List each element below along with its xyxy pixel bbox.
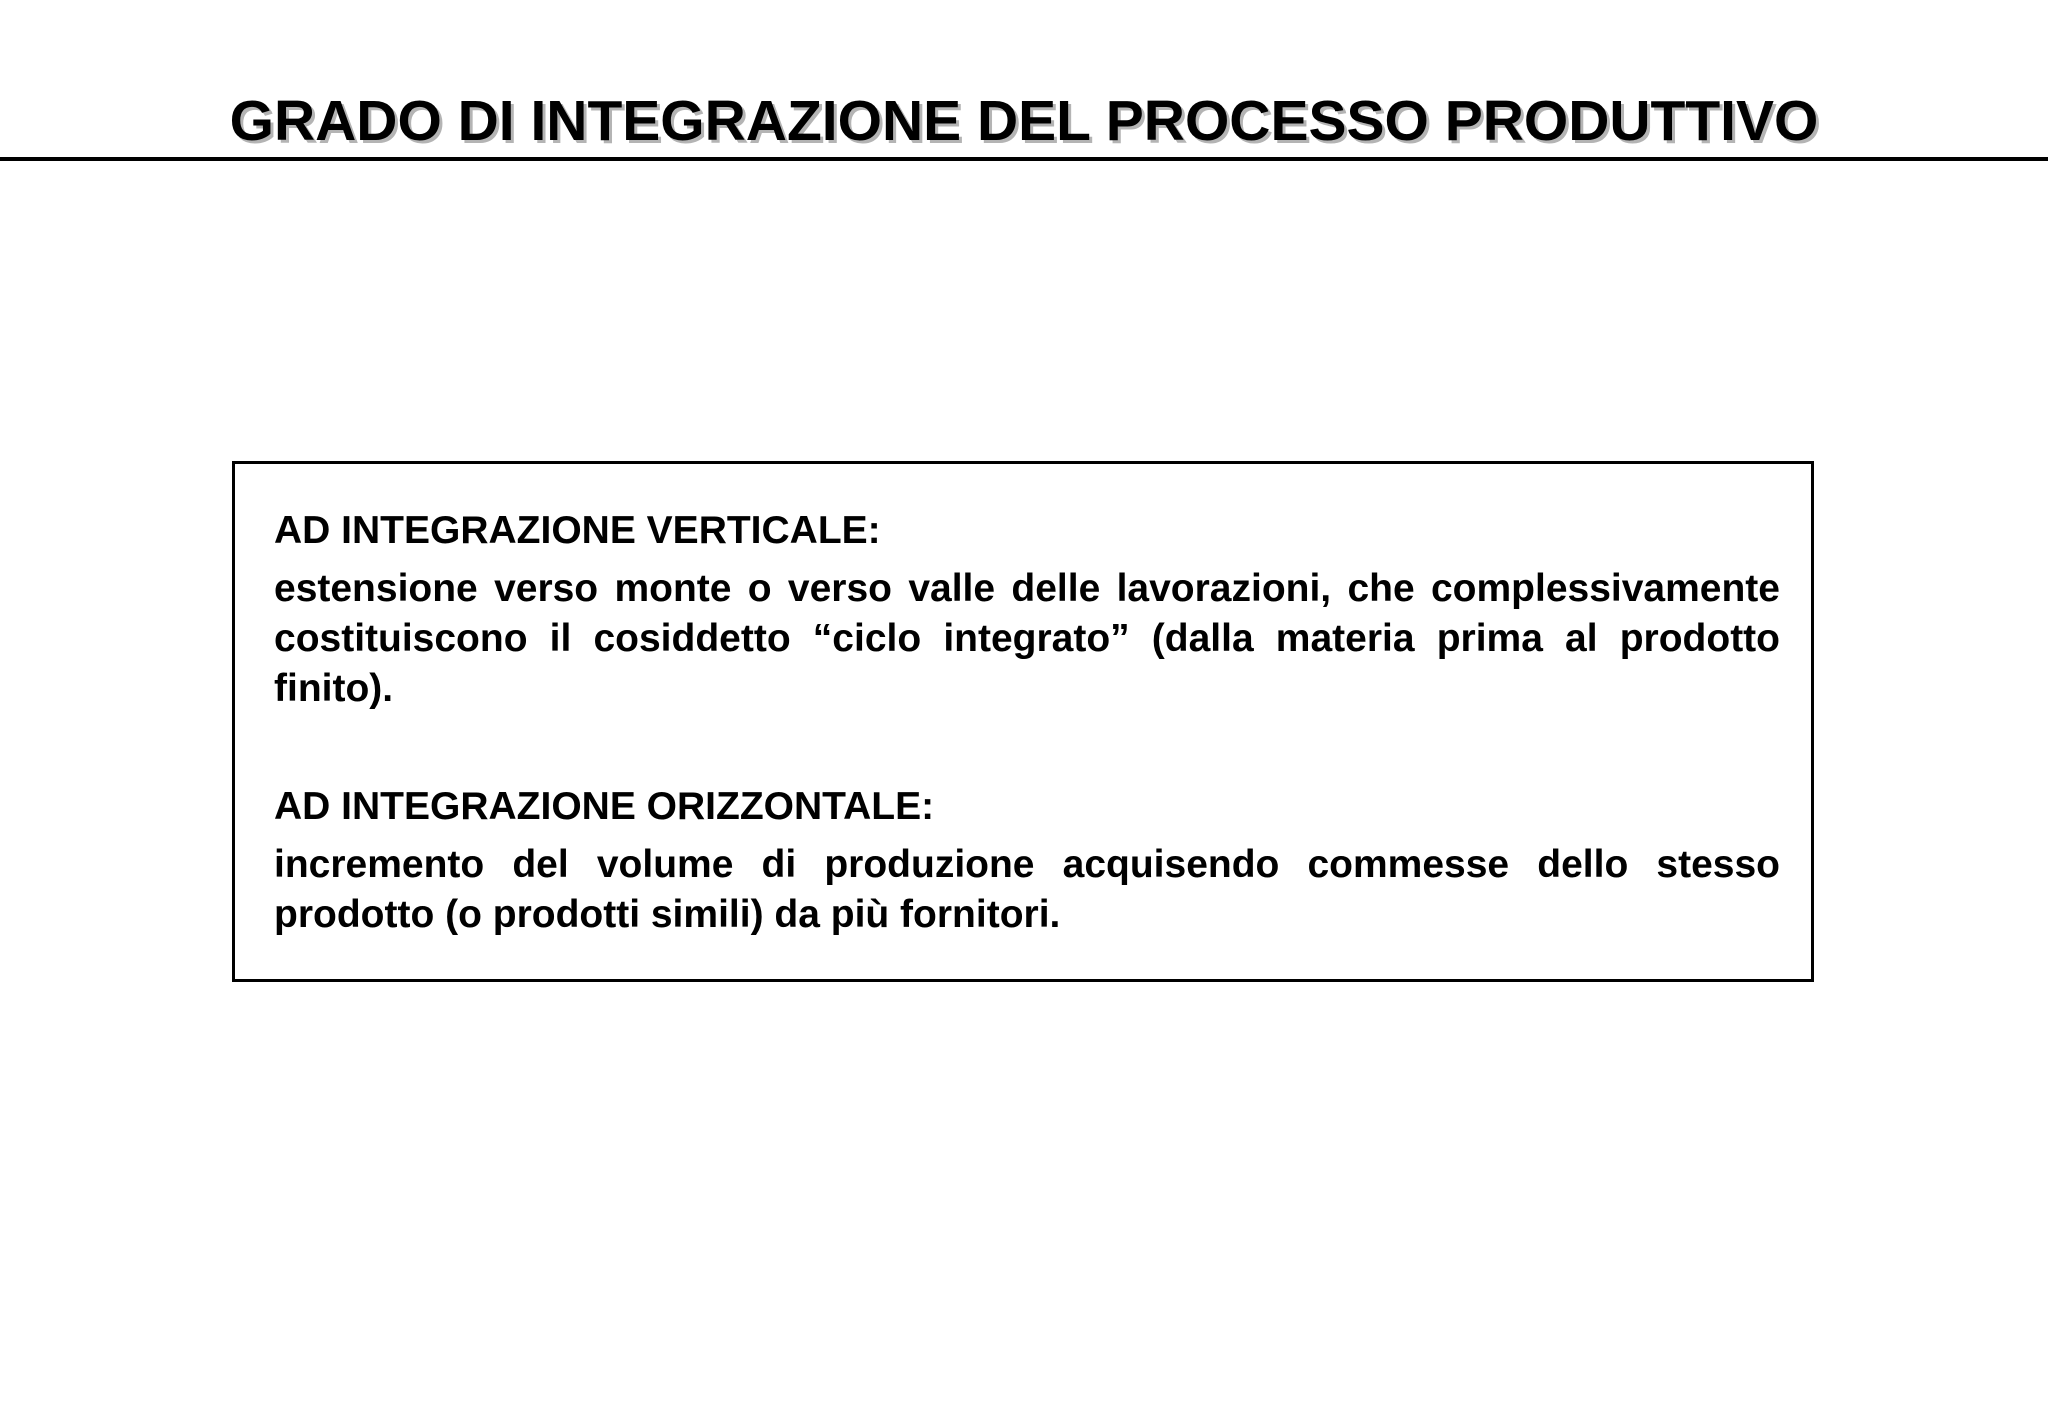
section-vertical xyxy=(274,506,1780,714)
section-heading-vertical: AD INTEGRAZIONE VERTICALE: xyxy=(274,509,881,552)
title-underline xyxy=(0,157,2048,161)
section-body-vertical: estensione verso monte o verso valle delle lavorazioni, che complessivamente costituiscono il cosiddetto “ciclo integrato” (dalla materia prima al prodotto finito). xyxy=(274,567,1780,710)
slide-title: GRADO DI INTEGRAZIONE DEL PROCESSO PRODUTTIVO xyxy=(229,89,1819,153)
section-body-horizontal: incremento del volume di produzione acquisendo commesse dello stesso prodotto (o prodotti simili) da più fornitori. xyxy=(274,843,1780,936)
definitions-content xyxy=(274,506,1780,940)
definitions-box xyxy=(232,461,1814,982)
section-horizontal xyxy=(274,782,1780,940)
section-heading-horizontal: AD INTEGRAZIONE ORIZZONTALE: xyxy=(274,785,935,828)
section-spacer xyxy=(274,714,1780,782)
